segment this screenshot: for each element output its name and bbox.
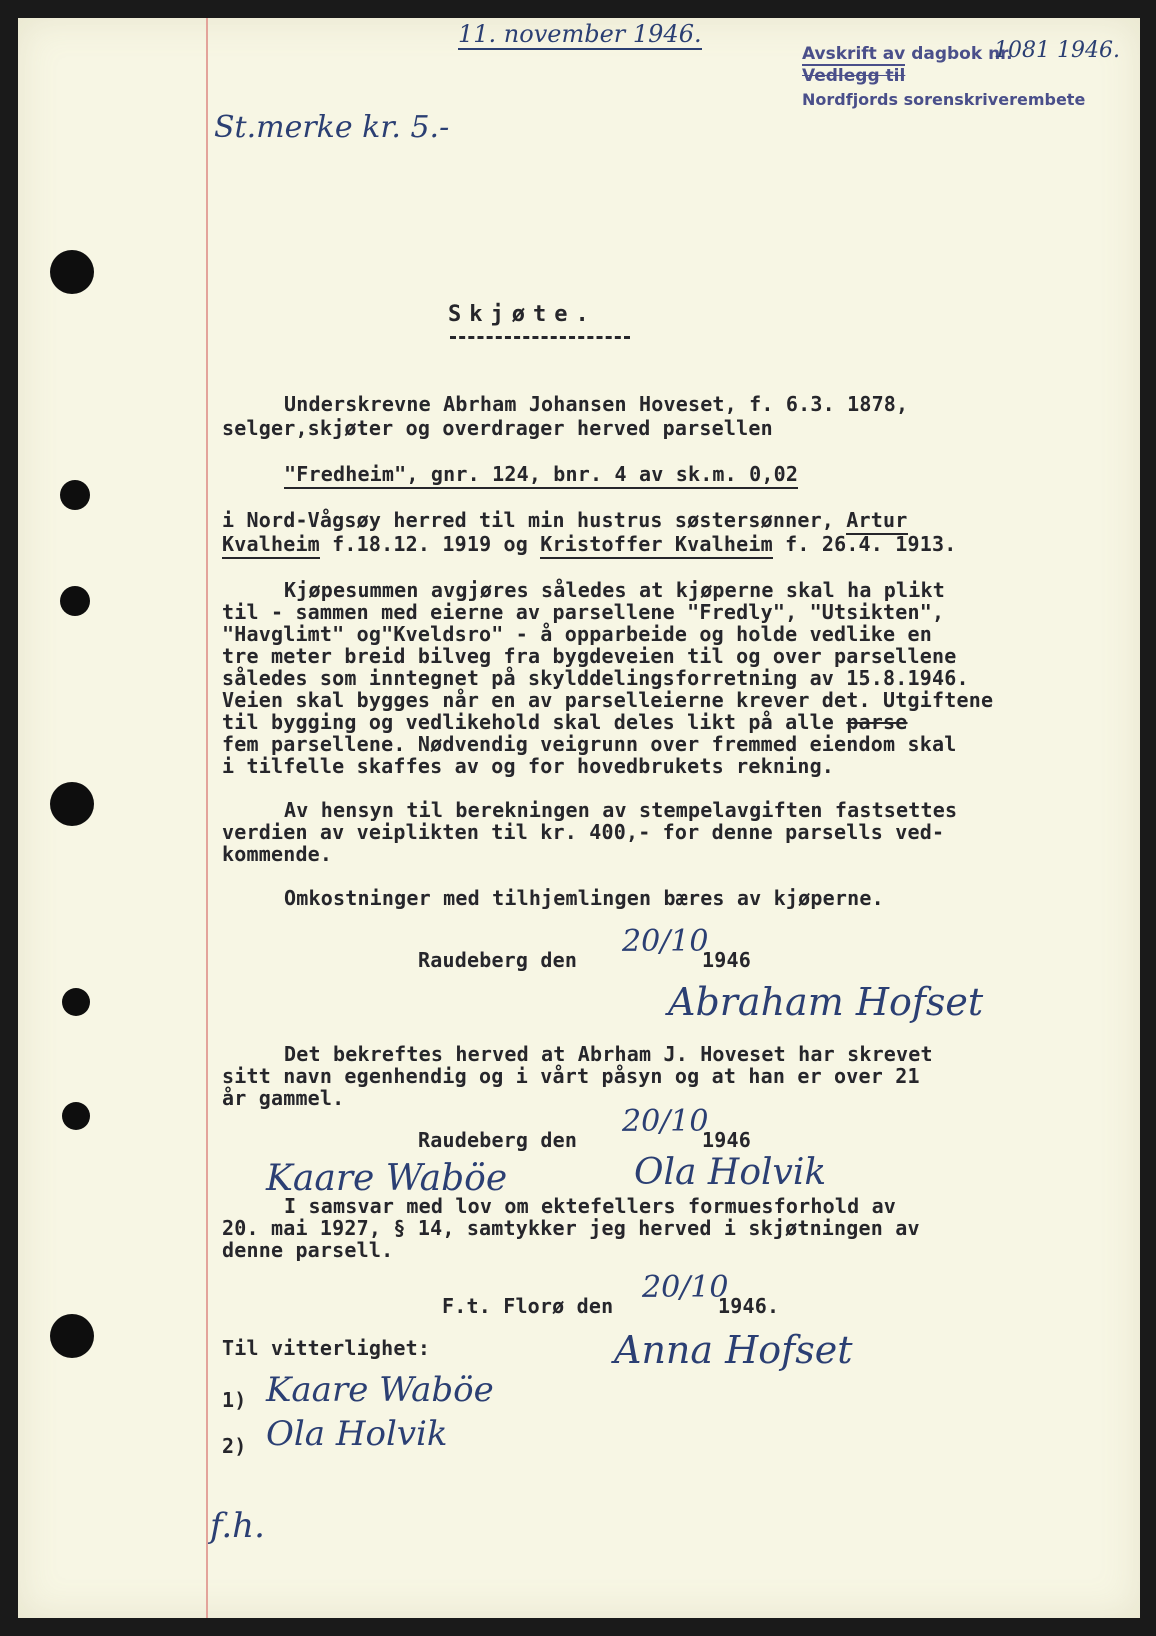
document-title: Skjøte. xyxy=(448,302,597,327)
text-line: selger,skjøter og overdrager herved parsellen xyxy=(222,416,773,440)
text-line xyxy=(222,532,957,556)
text-span: i Nord-Vågsøy herred til min hustrus søstersønner, xyxy=(222,508,847,532)
text-line: Kjøpesummen avgjøres således at kjøperne skal ha plikt xyxy=(284,578,946,602)
text-span: til bygging og vedlikehold skal deles likt på alle xyxy=(222,710,835,734)
text-span: f.18.12. 1919 og xyxy=(319,532,541,556)
text-line xyxy=(222,710,908,734)
year-1: 1946 xyxy=(702,948,751,972)
binder-hole xyxy=(60,586,90,616)
place-date-1: Raudeberg den xyxy=(418,948,578,972)
binder-hole xyxy=(62,1102,90,1130)
binder-hole xyxy=(50,782,94,826)
text-line: Omkostninger med tilhjemlingen bæres av kjøperne. xyxy=(284,886,884,910)
text-line: i tilfelle skaffes av og for hovedbrukets rekning. xyxy=(222,754,835,778)
text-line: Av hensyn til berekningen av stempelavgiften fastsettes xyxy=(284,798,958,822)
stamp-number-handwritten: 1081 1946. xyxy=(994,38,1120,63)
witness-signature-2: Ola Holvik xyxy=(634,1152,827,1193)
buyer-name-1a: Artur xyxy=(846,508,907,535)
buyer-name-1b: Kvalheim xyxy=(222,532,320,559)
document-page xyxy=(18,18,1140,1618)
text-line: Veien skal bygges når en av parselleierne krever det. Utgiftene xyxy=(222,688,994,712)
binder-hole xyxy=(50,1314,94,1358)
witness-number-1: 1) xyxy=(222,1388,247,1412)
margin-rule xyxy=(206,18,208,1618)
text-line: "Havglimt" og"Kveldsro" - å opparbeide og holde vedlike en xyxy=(222,622,932,646)
witness-line-signature-1: Kaare Waböe xyxy=(266,1370,494,1410)
text-line: år gammel. xyxy=(222,1086,345,1110)
place-date-3: F.t. Florø den xyxy=(442,1294,614,1318)
text-line: 20. mai 1927, § 14, samtykker jeg herved i skjøtningen av xyxy=(222,1216,920,1240)
stamp-line-3: Nordfjords sorenskriverembete xyxy=(802,90,1086,109)
stamp-line-1 xyxy=(802,44,1013,64)
date-handwritten-3: 20/10 xyxy=(642,1270,729,1305)
text-line: Det bekreftes herved at Abrham J. Hoveset har skrevet xyxy=(284,1042,933,1066)
text-line: kommende. xyxy=(222,842,333,866)
stamp-line-2: Vedlegg til xyxy=(802,66,906,86)
text-line: til - sammen med eierne av parsellene "Fredly", "Utsikten", xyxy=(222,600,945,624)
title-underline xyxy=(450,336,630,339)
text-span: f. 26.4. 1913. xyxy=(772,532,957,556)
date-handwritten: 11. november 1946. xyxy=(458,20,702,48)
binder-hole xyxy=(50,250,94,294)
date-handwritten-2: 20/10 xyxy=(622,1104,709,1139)
date-handwritten-1: 20/10 xyxy=(622,924,709,959)
binder-hole xyxy=(60,480,90,510)
place-date-2: Raudeberg den xyxy=(418,1128,578,1152)
text-line: denne parsell. xyxy=(222,1238,394,1262)
binder-hole xyxy=(62,988,90,1016)
text-line xyxy=(222,508,908,532)
witness-signature-1: Kaare Waböe xyxy=(266,1158,508,1199)
witness-number-2: 2) xyxy=(222,1434,247,1458)
stamp-dagbok: dagbok nr. xyxy=(911,44,1013,64)
year-2: 1946 xyxy=(702,1128,751,1152)
struck-word: parse xyxy=(846,710,908,734)
buyer-name-2: Kristoffer Kvalheim xyxy=(540,532,773,559)
text-line: således som inntegnet på skylddelingsforretning av 15.8.1946. xyxy=(222,666,969,690)
signature-seller: Abraham Hofset xyxy=(668,980,984,1024)
text-line: verdien av veiplikten til kr. 400,- for denne parsells ved- xyxy=(222,820,945,844)
stamp-avskrift: Avskrift av xyxy=(802,44,906,64)
signature-spouse: Anna Hofset xyxy=(614,1328,853,1372)
initials-handwritten: f.h. xyxy=(210,1506,265,1546)
text-line: tre meter breid bilveg fra bygdeveien til og over parsellene xyxy=(222,644,957,668)
text-line: sitt navn egenhendig og i vårt påsyn og at han er over 21 xyxy=(222,1064,920,1088)
parcel-line: "Fredheim", gnr. 124, bnr. 4 av sk.m. 0,02 xyxy=(284,462,798,489)
witness-line-signature-2: Ola Holvik xyxy=(266,1414,448,1454)
text-line: Underskrevne Abrham Johansen Hoveset, f. 6.3. 1878, xyxy=(284,392,909,416)
margin-note-stamp-fee: St.merke kr. 5.- xyxy=(214,110,450,145)
text-line: I samsvar med lov om ektefellers formuesforhold av xyxy=(284,1194,897,1218)
year-3: 1946. xyxy=(718,1294,780,1318)
text-line: fem parsellene. Nødvendig veigrunn over fremmed eiendom skal xyxy=(222,732,957,756)
witness-heading: Til vitterlighet: xyxy=(222,1336,431,1360)
